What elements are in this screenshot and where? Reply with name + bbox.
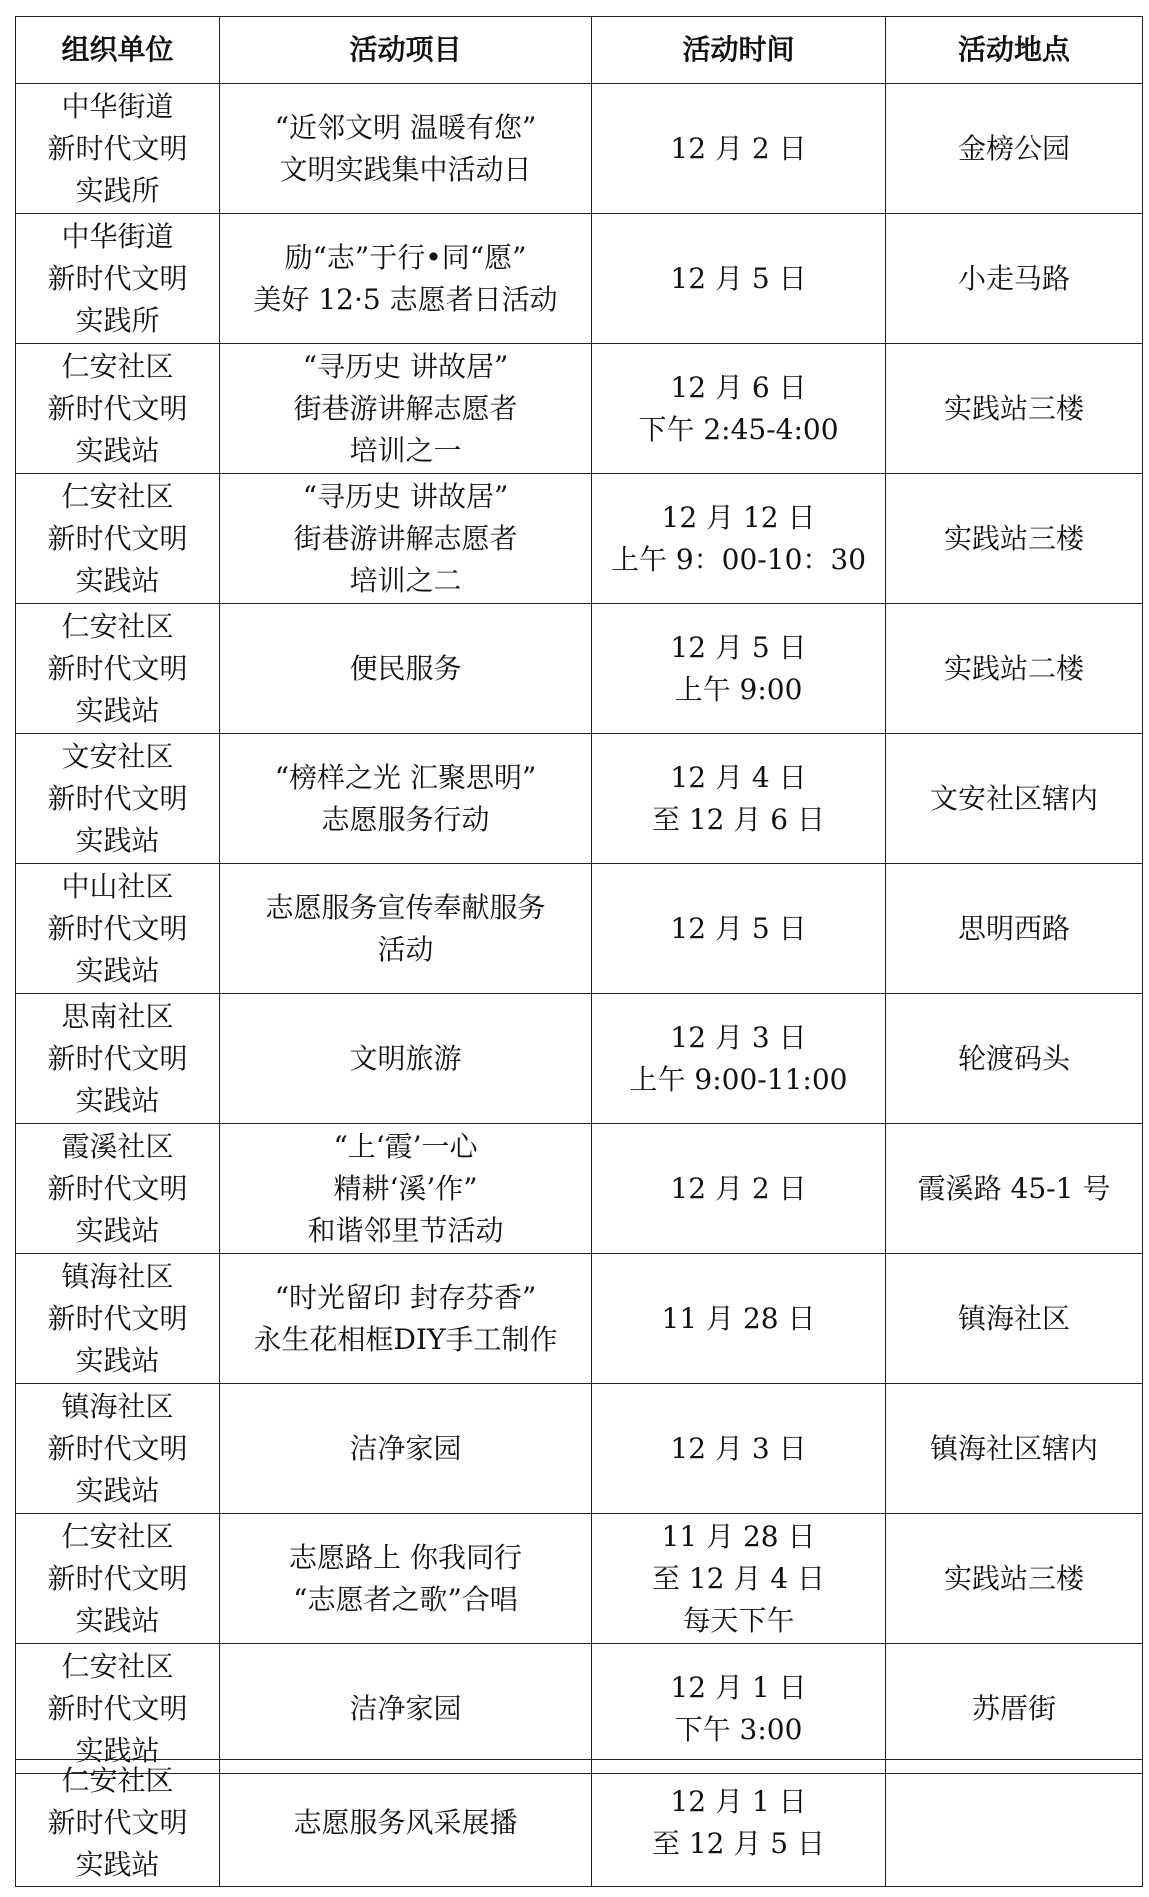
org-cell-line: 新时代文明 bbox=[47, 781, 188, 815]
activity-schedule-table bbox=[15, 16, 1143, 1774]
org-cell bbox=[16, 1124, 220, 1254]
org-cell-line: 中华街道 bbox=[61, 219, 174, 253]
org-cell-line: 实践所 bbox=[75, 303, 160, 337]
org-cell-line: 实践站 bbox=[75, 1213, 160, 1247]
place-cell bbox=[886, 1514, 1143, 1644]
table-row bbox=[16, 344, 1143, 474]
org-cell-line: 仁安社区 bbox=[61, 479, 174, 513]
activity-cell bbox=[220, 1124, 592, 1254]
place-cell bbox=[886, 864, 1143, 994]
org-cell bbox=[16, 1254, 220, 1384]
activity-cell bbox=[220, 734, 592, 864]
org-cell bbox=[16, 344, 220, 474]
activity-cell-line: 志愿路上 你我同行 bbox=[289, 1540, 522, 1574]
extra-schedule-table bbox=[15, 1759, 1143, 1887]
activity-cell bbox=[220, 214, 592, 344]
time-cell-line: 12 月 4 日 bbox=[670, 760, 807, 794]
activity-cell bbox=[220, 474, 592, 604]
time-cell bbox=[592, 1760, 886, 1887]
activity-cell-line: 励“志”于行•同“愿” bbox=[284, 240, 527, 274]
table-row bbox=[16, 604, 1143, 734]
activity-cell bbox=[220, 1760, 592, 1887]
org-cell-line: 文安社区 bbox=[61, 739, 174, 773]
activity-cell-line: 和谐邻里节活动 bbox=[307, 1213, 504, 1247]
org-cell bbox=[16, 604, 220, 734]
activity-cell-line: “榜样之光 汇聚思明” bbox=[274, 760, 537, 794]
activity-cell bbox=[220, 84, 592, 214]
activity-cell-line: “近邻文明 温暖有您” bbox=[274, 110, 537, 144]
header-org: 组织单位 bbox=[16, 17, 220, 84]
place-cell bbox=[886, 84, 1143, 214]
place-cell-line: 文安社区辖内 bbox=[929, 781, 1098, 815]
time-cell bbox=[592, 1644, 886, 1774]
org-cell-line: 仁安社区 bbox=[61, 1764, 174, 1797]
time-cell bbox=[592, 864, 886, 994]
activity-cell-line: 培训之二 bbox=[349, 563, 462, 597]
place-cell-line: 霞溪路 45-1 号 bbox=[917, 1171, 1111, 1205]
activity-cell-line: 街巷游讲解志愿者 bbox=[293, 521, 518, 555]
time-cell-line: 上午 9：00-10：30 bbox=[610, 542, 867, 576]
place-cell-line: 金榜公园 bbox=[957, 131, 1070, 165]
org-cell-line: 实践站 bbox=[75, 1848, 160, 1881]
time-cell-line: 至 12 月 6 日 bbox=[651, 802, 826, 836]
time-cell-line: 12 月 6 日 bbox=[670, 370, 807, 404]
org-cell-line: 实践站 bbox=[75, 563, 160, 597]
org-cell-line: 新时代文明 bbox=[47, 911, 188, 945]
activity-cell-line: 志愿服务风采展播 bbox=[293, 1806, 518, 1839]
org-cell bbox=[16, 1760, 220, 1887]
activity-cell-line: 洁净家园 bbox=[349, 1691, 462, 1725]
org-cell bbox=[16, 994, 220, 1124]
time-cell-line: 12 月 3 日 bbox=[670, 1431, 807, 1465]
activity-cell-line: “上‘霞’一心 bbox=[333, 1129, 478, 1163]
time-cell-line: 12 月 12 日 bbox=[661, 500, 816, 534]
org-cell-line: 霞溪社区 bbox=[61, 1129, 174, 1163]
org-cell-line: 实践所 bbox=[75, 173, 160, 207]
place-cell bbox=[886, 1384, 1143, 1514]
org-cell-line: 新时代文明 bbox=[47, 391, 188, 425]
time-cell bbox=[592, 1384, 886, 1514]
time-cell-line: 12 月 2 日 bbox=[670, 131, 807, 165]
time-cell-line: 每天下午 bbox=[682, 1603, 795, 1637]
activity-cell-line: 活动 bbox=[377, 932, 434, 966]
place-cell-line: 实践站二楼 bbox=[943, 651, 1084, 685]
org-cell-line: 实践站 bbox=[75, 1473, 160, 1507]
activity-cell-line: 洁净家园 bbox=[349, 1431, 462, 1465]
activity-cell bbox=[220, 604, 592, 734]
table-row bbox=[16, 474, 1143, 604]
org-cell-line: 实践站 bbox=[75, 433, 160, 467]
org-cell-line: 新时代文明 bbox=[47, 1561, 188, 1595]
time-cell-line: 下午 2:45-4:00 bbox=[638, 412, 839, 446]
time-cell-line: 12 月 2 日 bbox=[670, 1171, 807, 1205]
table-row bbox=[16, 1384, 1143, 1514]
org-cell-line: 仁安社区 bbox=[61, 609, 174, 643]
activity-cell bbox=[220, 1254, 592, 1384]
org-cell-line: 实践站 bbox=[75, 1603, 160, 1637]
table-row bbox=[16, 1760, 1143, 1887]
time-cell bbox=[592, 1254, 886, 1384]
activity-cell bbox=[220, 1644, 592, 1774]
org-cell bbox=[16, 214, 220, 344]
place-cell bbox=[886, 474, 1143, 604]
header-time: 活动时间 bbox=[592, 17, 886, 84]
activity-cell bbox=[220, 1514, 592, 1644]
table-row bbox=[16, 214, 1143, 344]
place-cell bbox=[886, 604, 1143, 734]
time-cell-line: 12 月 5 日 bbox=[670, 630, 807, 664]
time-cell-line: 12 月 1 日 bbox=[670, 1785, 807, 1818]
activity-cell-line: 永生花相框DIY手工制作 bbox=[253, 1322, 558, 1356]
org-cell-line: 思南社区 bbox=[61, 999, 174, 1033]
org-cell-line: 实践站 bbox=[75, 693, 160, 727]
org-cell bbox=[16, 84, 220, 214]
place-cell-line: 镇海社区辖内 bbox=[929, 1431, 1098, 1465]
time-cell-line: 上午 9:00-11:00 bbox=[629, 1062, 848, 1096]
org-cell-line: 新时代文明 bbox=[47, 1806, 188, 1839]
time-cell-line: 12 月 5 日 bbox=[670, 261, 807, 295]
activity-cell-line: “寻历史 讲故居” bbox=[302, 479, 509, 513]
org-cell-line: 新时代文明 bbox=[47, 261, 188, 295]
time-cell-line: 12 月 3 日 bbox=[670, 1020, 807, 1054]
place-cell-line: 苏厝街 bbox=[971, 1691, 1056, 1725]
org-cell-line: 实践站 bbox=[75, 823, 160, 857]
org-cell bbox=[16, 474, 220, 604]
place-cell-line: 思明西路 bbox=[957, 911, 1070, 945]
org-cell-line: 新时代文明 bbox=[47, 131, 188, 165]
org-cell-line: 中华街道 bbox=[61, 89, 174, 123]
time-cell-line: 11 月 28 日 bbox=[661, 1301, 816, 1335]
place-cell bbox=[886, 1760, 1143, 1887]
org-cell-line: 实践站 bbox=[75, 953, 160, 987]
table-row bbox=[16, 1124, 1143, 1254]
org-cell bbox=[16, 864, 220, 994]
time-cell-line: 至 12 月 4 日 bbox=[651, 1561, 826, 1595]
table-row bbox=[16, 734, 1143, 864]
org-cell-line: 新时代文明 bbox=[47, 1301, 188, 1335]
org-cell-line: 新时代文明 bbox=[47, 521, 188, 555]
activity-cell-line: 培训之一 bbox=[349, 433, 462, 467]
time-cell bbox=[592, 84, 886, 214]
table-row bbox=[16, 84, 1143, 214]
org-cell-line: 镇海社区 bbox=[61, 1259, 174, 1293]
place-cell-line: 实践站三楼 bbox=[943, 1561, 1084, 1595]
org-cell bbox=[16, 1384, 220, 1514]
table-row bbox=[16, 1514, 1143, 1644]
time-cell bbox=[592, 214, 886, 344]
activity-cell-line: 精耕‘溪’作” bbox=[333, 1171, 478, 1205]
activity-cell-line: 志愿服务行动 bbox=[321, 802, 490, 836]
activity-cell-line: “寻历史 讲故居” bbox=[302, 349, 509, 383]
time-cell bbox=[592, 1514, 886, 1644]
place-cell bbox=[886, 214, 1143, 344]
place-cell-line: 轮渡码头 bbox=[957, 1041, 1070, 1075]
table-row bbox=[16, 994, 1143, 1124]
activity-cell-line: 便民服务 bbox=[349, 651, 462, 685]
org-cell-line: 实践站 bbox=[75, 1343, 160, 1377]
table-row bbox=[16, 864, 1143, 994]
header-place: 活动地点 bbox=[886, 17, 1143, 84]
org-cell-line: 仁安社区 bbox=[61, 1649, 174, 1683]
org-cell-line: 实践站 bbox=[75, 1083, 160, 1117]
org-cell-line: 仁安社区 bbox=[61, 1519, 174, 1553]
time-cell-line: 11 月 28 日 bbox=[661, 1519, 816, 1553]
activity-cell bbox=[220, 994, 592, 1124]
activity-cell-line: 志愿服务宣传奉献服务 bbox=[265, 890, 546, 924]
activity-cell-line: “志愿者之歌”合唱 bbox=[293, 1582, 518, 1616]
activity-cell-line: 美好 12·5 志愿者日活动 bbox=[253, 282, 558, 316]
place-cell bbox=[886, 344, 1143, 474]
activity-cell-line: 文明旅游 bbox=[349, 1041, 462, 1075]
time-cell bbox=[592, 1124, 886, 1254]
activity-cell bbox=[220, 864, 592, 994]
header-activity: 活动项目 bbox=[220, 17, 592, 84]
time-cell bbox=[592, 604, 886, 734]
place-cell bbox=[886, 1254, 1143, 1384]
time-cell bbox=[592, 734, 886, 864]
time-cell bbox=[592, 994, 886, 1124]
org-cell-line: 仁安社区 bbox=[61, 349, 174, 383]
org-cell-line: 中山社区 bbox=[61, 869, 174, 903]
time-cell-line: 12 月 5 日 bbox=[670, 911, 807, 945]
org-cell-line: 新时代文明 bbox=[47, 1171, 188, 1205]
place-cell-line: 实践站三楼 bbox=[943, 391, 1084, 425]
place-cell bbox=[886, 1644, 1143, 1774]
table-row bbox=[16, 1644, 1143, 1774]
activity-cell-line: “时光留印 封存芬香” bbox=[274, 1280, 537, 1314]
time-cell bbox=[592, 474, 886, 604]
time-cell-line: 12 月 1 日 bbox=[670, 1670, 807, 1704]
place-cell-line: 镇海社区 bbox=[957, 1301, 1070, 1335]
place-cell-line: 实践站三楼 bbox=[943, 521, 1084, 555]
time-cell-line: 上午 9:00 bbox=[674, 672, 803, 706]
time-cell bbox=[592, 344, 886, 474]
time-cell-line: 至 12 月 5 日 bbox=[651, 1827, 826, 1860]
org-cell bbox=[16, 734, 220, 864]
org-cell-line: 新时代文明 bbox=[47, 1691, 188, 1725]
place-cell-line: 小走马路 bbox=[957, 261, 1070, 295]
org-cell-line: 新时代文明 bbox=[47, 651, 188, 685]
org-cell-line: 新时代文明 bbox=[47, 1431, 188, 1465]
activity-cell-line: 街巷游讲解志愿者 bbox=[293, 391, 518, 425]
org-cell bbox=[16, 1644, 220, 1774]
activity-cell bbox=[220, 1384, 592, 1514]
org-cell-line: 镇海社区 bbox=[61, 1389, 174, 1423]
table-row bbox=[16, 1254, 1143, 1384]
header-row bbox=[16, 17, 1143, 84]
place-cell bbox=[886, 734, 1143, 864]
org-cell-line: 实践站 bbox=[75, 1733, 160, 1767]
activity-cell bbox=[220, 344, 592, 474]
activity-cell-line: 文明实践集中活动日 bbox=[279, 152, 532, 186]
place-cell bbox=[886, 994, 1143, 1124]
org-cell bbox=[16, 1514, 220, 1644]
org-cell-line: 新时代文明 bbox=[47, 1041, 188, 1075]
time-cell-line: 下午 3:00 bbox=[674, 1712, 803, 1746]
place-cell bbox=[886, 1124, 1143, 1254]
